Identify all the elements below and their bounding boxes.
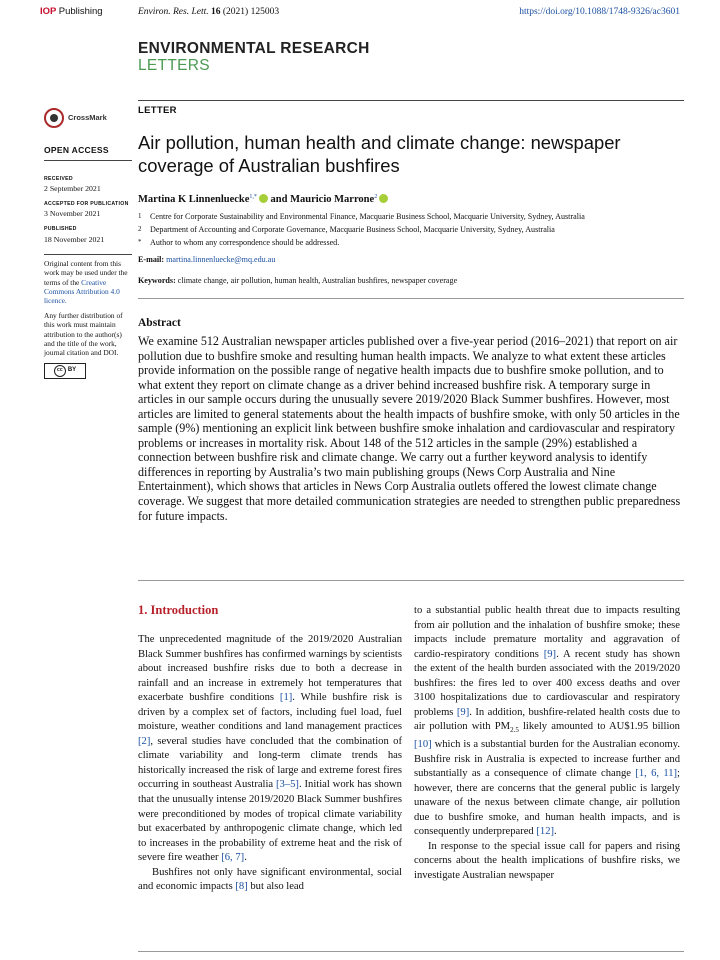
author-list: Martina K Linnenluecke$^{1,*}$ and Mauricio Marrone$^2$ xyxy=(138,194,388,205)
license-text: Original content from this work may be used under the terms of the Creative Commons Attribution 4.0 licence. xyxy=(44,259,128,305)
paragraph: The unprecedented magnitude of the 2019/2020 Australian Black Summer bushfires has confirmed warnings by scientists about increased bushfire risks due to both a decrease in rainfall and an increase in extremely hot temperatures that exacerbate bushfire conditions [1]. While bushfire risk is driven by a complex set of factors, including fuel load, fuel moisture, weather conditions and land management practices [2], several studies have concluded that the combination of climate variability and long-term climate trends has historically increased the risk of large and extreme forest fires occurring in southeast Australia [3–5]. Initial work has shown that the unusually intense 2019/2020 Black Summer bushfires were preconditioned by modes of tropical climate variability but exacerbated by anthropogenic climate change, which led to increases in the probability of extreme heat and the risk of severe fire weather [6, 7]. xyxy=(138,634,403,864)
orcid-icon[interactable] xyxy=(259,194,268,203)
citation-link[interactable]: [6, 7] xyxy=(221,852,245,864)
email-link[interactable]: martina.linnenluecke@mq.edu.au xyxy=(166,255,276,264)
open-access-label: OPEN ACCESS xyxy=(44,146,132,161)
citation-link[interactable]: [8] xyxy=(235,881,248,893)
crossmark-badge[interactable] xyxy=(44,108,132,128)
citation-link[interactable]: [12] xyxy=(536,826,555,838)
distribution-text: Any further distribution of this work must maintain attribution to the author(s) and the title of the work, journal citation and DOI. xyxy=(44,311,123,357)
author-1[interactable]: Martina K Linnenluecke xyxy=(138,194,250,205)
keywords-line: Keywords: climate change, air pollution, human health, Australian bushfires, newspaper coverage xyxy=(138,276,458,285)
journal-name-line2: LETTERS xyxy=(138,57,210,74)
body-column-right xyxy=(414,604,680,884)
citation-link[interactable]: [2] xyxy=(138,735,151,747)
accepted-label: ACCEPTED FOR PUBLICATION xyxy=(44,200,129,207)
affiliations xyxy=(138,210,684,250)
article-type: LETTER xyxy=(138,105,177,116)
accepted-date: 3 November 2021 xyxy=(44,209,101,219)
affiliation-1: 1 Centre for Corporate Sustainability and Environmental Finance, Macquarie Business School, Macquarie University, Sydney, Australia xyxy=(138,212,585,221)
email-line: E-mail: martina.linnenluecke@mq.edu.au xyxy=(138,255,276,264)
corresponding-note: * Author to whom any correspondence should be addressed. xyxy=(138,238,340,248)
author-2[interactable]: Mauricio Marrone xyxy=(290,194,375,205)
citation-link[interactable]: [9] xyxy=(543,648,557,660)
publisher-mark: IOP xyxy=(40,6,57,17)
citation-link[interactable]: [10] xyxy=(414,739,432,751)
journal-abbrev: Environ. Res. Lett. xyxy=(138,7,209,17)
doi-link[interactable]: https://doi.org/10.1088/1748-9326/ac3601 xyxy=(519,7,680,17)
journal-citation xyxy=(138,7,279,17)
crossmark-icon xyxy=(44,108,64,128)
crossmark-label: CrossMark xyxy=(68,113,107,123)
author-and: and xyxy=(270,194,288,205)
received-date: 2 September 2021 xyxy=(44,184,101,194)
cc-by-badge[interactable] xyxy=(44,363,86,379)
paragraph: In response to the special issue call for papers and rising concerns about the health implications of bushfire risks, we investigate Australian newspaper xyxy=(414,840,680,881)
journal-volume: 16 xyxy=(211,7,221,17)
keywords-text: climate change, air pollution, human health, Australian bushfires, newspaper coverage xyxy=(177,276,458,285)
cc-by-label: BY xyxy=(67,367,77,374)
journal-name-line1: ENVIRONMENTAL RESEARCH xyxy=(138,40,370,57)
paragraph: to a substantial public health threat due to impacts resulting from air pollution and the inhalation of bushfire smoke; these impacts include premature mortality and aggravation of cardio-respiratory conditions [9]. A recent study has shown the extent of the health burden associated with the 2019/2020 bushfires: the fires led to over 400 excess deaths and over 3100 hospitalizations due to cardiovascular and respiratory problems [9]. In addition, bushfire-related health costs due to air pollution with $PM_{2.5}$ likely amounted to AU$1.95 billion [10] which is a substantial burden for the Australian economy. Bushfire risk in Australia is expected to increase further and substantially as a consequence of climate change [1, 6, 11]; however, there are concerns that the general public is largely unaware of the nexus between climate change, air pollution due to bushfire smoke, and human health impacts, and is consequently underprepared [12]. xyxy=(414,605,680,838)
body-column-left xyxy=(138,633,402,895)
published-label: PUBLISHED xyxy=(44,225,77,232)
received-label: RECEIVED xyxy=(44,175,73,182)
article-title: Air pollution, human health and climate change: newspaper coverage of Australian bushfires xyxy=(138,132,621,176)
sidebar xyxy=(44,108,132,379)
citation-link[interactable]: [1, 6, 11] xyxy=(635,768,678,780)
journal-year-article: (2021) 125003 xyxy=(222,7,280,17)
paragraph: Bushfires not only have significant environmental, social and economic impacts [8] but also lead xyxy=(138,866,402,893)
abstract-heading: Abstract xyxy=(138,317,181,329)
orcid-icon[interactable] xyxy=(379,194,388,203)
publisher-name: Publishing xyxy=(58,6,103,17)
affiliation-2: 2 Department of Accounting and Corporate Governance, Macquarie Business School, Macquarie University, Sydney, Australia xyxy=(138,225,555,235)
citation-link[interactable]: [1] xyxy=(279,692,293,704)
license-link[interactable]: Creative Commons Attribution 4.0 licence. xyxy=(44,277,120,305)
citation-link[interactable]: [9] xyxy=(456,706,470,718)
abstract-text: We examine 512 Australian newspaper articles published over a five-year period (2016–2021) that report on air pollution due to bushfire smoke and resulting human health impacts. We analyze to what extent these articles provide information on the possible range of negative health impacts due to bushfire smoke pollution, and to what extent they report on climate change as a driver behind increased bushfire risk. A temporary surge in articles in our sample occurs during the unusually severe 2019/2020 Black Summer bushfires. However, most articles are limited to general statements about the health impacts of bushfire smoke, with only 50 articles in the sample (9%) mentioning an explicit link between bushfire smoke inhalation and cardiovascular and respiratory problems or increases in mortality risk. About 148 of the 512 articles in the sample (29%) established a connection between bushfire risk and climate change. We carry out a further keyword analysis to identify differences in reporting by Australia’s two main publishing groups (News Corp Australia and Nine Entertainment), which shows that articles in News Corp Australia outlets offered the lowest climate change coverage. We suggest that more detailed communication strategies are needed to strengthen public preparedness for future impacts. xyxy=(138,334,681,523)
cc-icon: cc xyxy=(54,365,66,377)
published-date: 18 November 2021 xyxy=(44,234,105,244)
citation-link[interactable]: [3–5] xyxy=(276,779,299,791)
section-heading: 1. Introduction xyxy=(138,603,219,617)
